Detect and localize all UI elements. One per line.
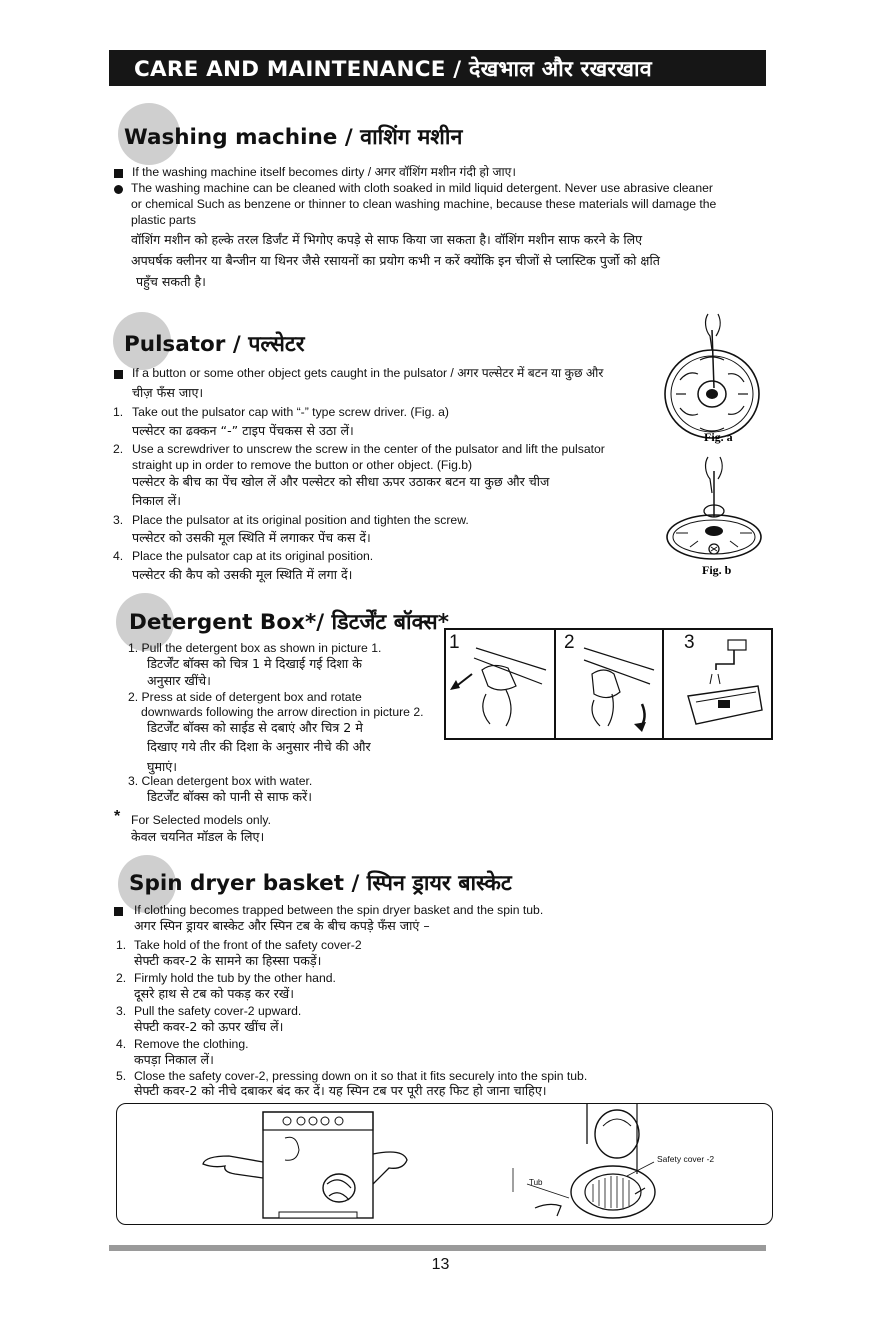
detergent-line: 1. Pull the detergent box as shown in picture 1. <box>128 641 382 655</box>
detergent-line: downwards following the arrow direction in picture 2. <box>141 705 424 719</box>
bullet-circle <box>114 185 123 194</box>
washing-en-line: The washing machine can be cleaned with cloth soaked in mild liquid detergent. Never use abrasive cleaner <box>131 181 713 195</box>
spin-step-en: Remove the clothing. <box>134 1037 249 1051</box>
spin-illustration-box <box>116 1103 773 1225</box>
pulsator-intro: If a button or some other object gets caught in the pulsator / अगर पल्सेटर में बटन या कुछ और <box>132 366 604 380</box>
pulsator-figure-b <box>660 453 770 583</box>
fig-a-caption: Fig. a <box>704 430 733 444</box>
washing-en-line: plastic parts <box>131 213 197 227</box>
spin-step-hi: सेफ्टी कवर-2 को ऊपर खींच लें। <box>134 1019 284 1034</box>
safety-cover-label: Safety cover -2 <box>657 1154 715 1164</box>
detergent-line: दिखाए गये तीर की दिशा के अनुसार नीचे की और <box>147 739 371 754</box>
spin-step-hi: कपड़ा निकाल लें। <box>134 1052 214 1067</box>
pulsator-intro-hi: चीज़ फँस जाए। <box>132 385 204 400</box>
detergent-line: अनुसार खींचे। <box>147 673 211 688</box>
spin-step-en: Take hold of the front of the safety cover-2 <box>134 938 362 952</box>
note-asterisk: * <box>114 808 121 825</box>
spin-intro: If clothing becomes trapped between the spin dryer basket and the spin tub. <box>134 903 544 917</box>
pulsator-step-en: Place the pulsator at its original position and tighten the screw. <box>132 513 469 527</box>
pulsator-heading: Pulsator / पल्सेटर <box>124 332 305 357</box>
pulsator-step-en: Take out the pulsator cap with “-” type screw driver. (Fig. a) <box>132 405 449 419</box>
detergent-picture-2 <box>554 630 664 738</box>
detergent-line: 2. Press at side of detergent box and rotate <box>128 690 362 704</box>
section-title-bar <box>109 50 766 86</box>
pulsator-step-hi: निकाल लें। <box>132 493 182 508</box>
note-en: For Selected models only. <box>131 813 271 827</box>
step-number: 4. <box>113 549 124 563</box>
note-hi: केवल चयनित मॉडल के लिए। <box>131 829 265 844</box>
picture-number: 1 <box>449 632 460 653</box>
detergent-heading: Detergent Box*/ डिटर्जेंट बॉक्स* <box>129 610 449 635</box>
step-number: 2. <box>113 442 124 456</box>
detergent-picture-3 <box>662 630 771 738</box>
picture-number: 2 <box>564 632 575 653</box>
detergent-line: डिटर्जेंट बॉक्स को चित्र 1 मे दिखाई गई दिशा के <box>147 656 362 671</box>
washing-intro: If the washing machine itself becomes dirty / अगर वॉशिंग मशीन गंदी हो जाए। <box>132 165 517 179</box>
bullet-square <box>114 370 123 379</box>
page-number: 13 <box>431 1256 450 1273</box>
step-number: 1. <box>116 938 127 952</box>
footer-rule <box>109 1245 766 1251</box>
bullet-square <box>114 907 123 916</box>
step-number: 4. <box>116 1037 127 1051</box>
spin-step-en: Close the safety cover-2, pressing down on it so that it fits securely into the spin tub. <box>134 1069 588 1083</box>
pulsator-figure-a <box>660 310 770 450</box>
pulsator-step-en: Place the pulsator cap at its original position. <box>132 549 374 563</box>
pull-box-illustration <box>446 630 552 736</box>
washing-hi-line: अपघर्षक क्लीनर या बैन्जीन या थिनर जैसे रसायनों का प्रयोग कभी न करें क्योंकि इन चीजों से प्लास्टिक पुर्जो को क्षति <box>131 253 660 268</box>
detergent-line: डिटर्जेंट बॉक्स को साईड से दबाएं और चित्र 2 मे <box>147 720 363 735</box>
spin-step-hi: सेफ्टी कवर-2 के सामने का हिस्सा पकड़ें। <box>134 953 322 968</box>
rotate-box-illustration <box>554 630 660 736</box>
step-number: 1. <box>113 405 124 419</box>
pulsator-step-hi: पल्सेटर के बीच का पेंच खोल लें और पल्सेटर को सीधा ऊपर उठाकर बटन या कुछ और चीज <box>132 474 550 489</box>
detergent-line: घुमाएं। <box>147 759 177 774</box>
spin-step-en: Firmly hold the tub by the other hand. <box>134 971 336 985</box>
spin-intro-hi: अगर स्पिन ड्रायर बास्केट और स्पिन टब के बीच कपड़े फँस जाएं – <box>134 918 430 933</box>
spin-step-en: Pull the safety cover-2 upward. <box>134 1004 302 1018</box>
pulsator-step-hi: पल्सेटर का ढक्कन “-” टाइप पेंचकस से उठा लें। <box>132 423 354 438</box>
picture-number: 3 <box>684 632 695 653</box>
detergent-line: 3. Clean detergent box with water. <box>128 774 313 788</box>
detergent-line: डिटर्जेंट बॉक्स को पानी से साफ करें। <box>147 789 313 804</box>
detergent-pictures <box>444 628 773 740</box>
step-number: 3. <box>116 1004 127 1018</box>
pulsator-step-hi: पल्सेटर की कैप को उसकी मूल स्थिति में लगा दें। <box>132 567 353 582</box>
detergent-picture-1 <box>446 630 556 738</box>
step-number: 2. <box>116 971 127 985</box>
washing-heading: Washing machine / वाशिंग मशीन <box>124 125 463 150</box>
fig-b-caption: Fig. b <box>702 563 732 577</box>
washing-en-line: or chemical Such as benzene or thinner to clean washing machine, because these materials will damage the <box>131 197 717 211</box>
washing-hi-line: वॉशिंग मशीन को हल्के तरल डिर्जंट में भिगोए कपड़े से साफ किया जा सकता है। वॉशिंग मशीन साफ करने के लिए <box>131 232 643 247</box>
spin-step-hi: सेफ्टी कवर-2 को नीचे दबाकर बंद कर दें। यह स्पिन टब पर पूरी तरह फिट हो जाना चाहिए। <box>134 1083 547 1098</box>
spin-heading: Spin dryer basket / स्पिन ड्रायर बास्केट <box>129 871 512 896</box>
wash-box-illustration <box>662 630 770 736</box>
washing-hi-line: पहुँच सकती है। <box>136 274 206 289</box>
spin-step-hi: दूसरे हाथ से टब को पकड़ कर रखें। <box>134 986 294 1001</box>
pulsator-step-en: Use a screwdriver to unscrew the screw in the center of the pulsator and lift the pulsator <box>132 442 605 456</box>
step-number: 5. <box>116 1069 127 1083</box>
page-title: CARE AND MAINTENANCE / देखभाल और रखरखाव <box>134 57 652 82</box>
pulsator-step-en: straight up in order to remove the button or other object. (Fig.b) <box>132 458 473 472</box>
bullet-square <box>114 169 123 178</box>
step-number: 3. <box>113 513 124 527</box>
tub-label: Tub <box>529 1178 543 1187</box>
pulsator-step-hi: पल्सेटर को उसकी मूल स्थिति में लगाकर पेंच कस दें। <box>132 530 371 545</box>
